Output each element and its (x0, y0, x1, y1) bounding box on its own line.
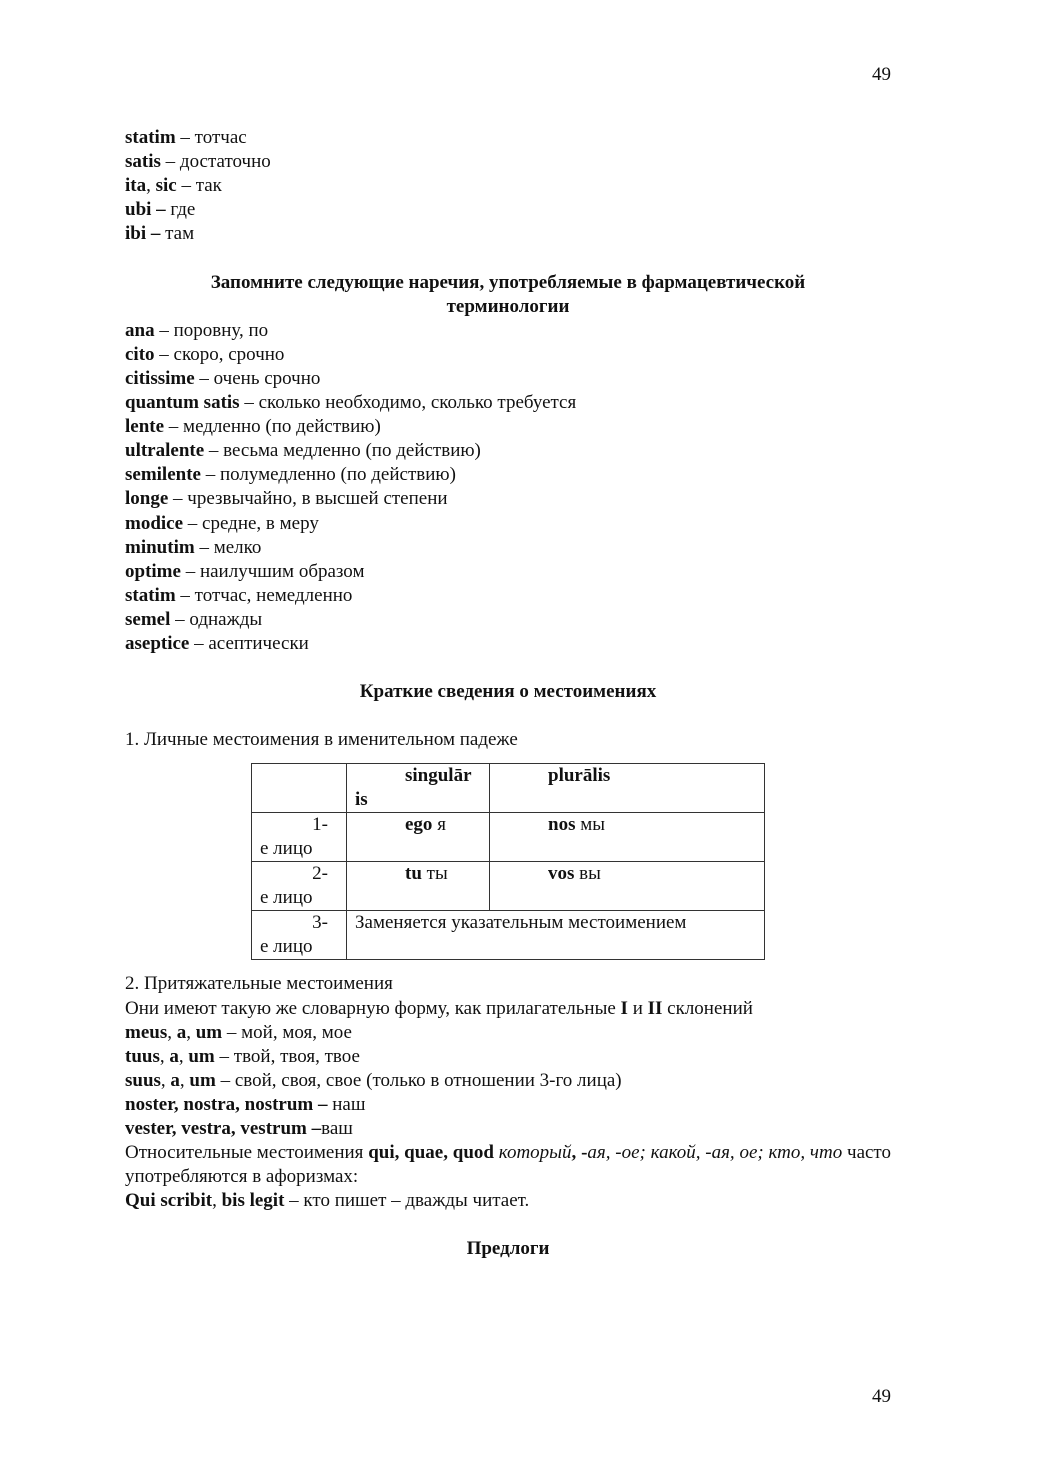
latin-term: semilente (125, 464, 201, 486)
list-item (125, 584, 891, 608)
list-item (125, 319, 891, 343)
latin-ending: a (169, 1045, 179, 1067)
latin-term: modice (125, 512, 184, 534)
note-text: Они имеют такую же словарную форму, как прилагательные (125, 997, 621, 1019)
list-item (125, 608, 891, 632)
latin-term: noster, nostra, nostrum – (125, 1093, 328, 1115)
italic-translation: который (493, 1142, 572, 1164)
pharm-adverb-list (125, 319, 891, 656)
latin-term: ana (125, 319, 155, 341)
list-item (125, 512, 891, 536)
table-row (252, 862, 765, 911)
translation: ты (421, 863, 448, 885)
latin-term: semel (125, 608, 171, 630)
latin-term: longe (125, 488, 169, 510)
dash: – (239, 392, 259, 414)
person-cell (252, 813, 347, 862)
page-number-bottom: 49 (872, 1386, 891, 1407)
latin-term: cito (125, 343, 155, 365)
latin-term: ubi – (125, 199, 166, 221)
list-item (125, 560, 891, 584)
plural-cell (490, 813, 765, 862)
list-item (125, 343, 891, 367)
translation: там (165, 223, 195, 245)
latin-term: tuus (125, 1045, 160, 1067)
dash: – (189, 632, 209, 654)
translation: мелко (213, 536, 262, 558)
translation: средне, в меру (202, 512, 319, 534)
latin-term: sic (155, 175, 177, 197)
latin-term: statim (125, 127, 176, 148)
dash: – (154, 319, 174, 341)
translation: наилучшим образом (199, 560, 365, 582)
latin-term: bis legit (221, 1190, 285, 1212)
declension-2: II (647, 997, 663, 1019)
person-label: е лицо (260, 838, 313, 860)
translation: полумедленно (по действию) (219, 464, 456, 486)
dash: – (170, 608, 190, 630)
table-header-plural (490, 764, 765, 813)
latin-term: nos (548, 814, 576, 836)
pronoun-heading: Краткие сведения о местоимениях (359, 681, 657, 703)
italic-translation: ая, -ое; какой, -ая, ое; кто, что (587, 1142, 843, 1164)
list-item (125, 222, 891, 246)
latin-term: meus (125, 1021, 168, 1043)
list-item (125, 198, 891, 222)
dash: – (194, 367, 214, 389)
dash: – (176, 175, 196, 197)
latin-term: Qui scribit (125, 1190, 213, 1212)
dash: – (194, 536, 214, 558)
aphorism-example (125, 1189, 891, 1213)
table-header-row (252, 764, 765, 813)
possessive-note (125, 997, 891, 1021)
translation: – свой, своя, свое (только в отношении 3-го лица) (215, 1069, 622, 1091)
bold-dash: , - (571, 1142, 588, 1164)
person-cell (252, 911, 347, 960)
third-person-note-cell (347, 911, 765, 960)
translation: медленно (по действию) (183, 416, 381, 438)
header-text: plurālis (548, 765, 611, 787)
latin-ending: um (189, 1069, 216, 1091)
dash: – (180, 560, 200, 582)
person-label: е лицо (260, 887, 313, 909)
third-person-note: Заменяется указательным местоимением (355, 912, 687, 934)
translation: так (195, 175, 222, 197)
list-item: tuus, a, um – твой, твоя, твое (125, 1045, 360, 1067)
list-item (125, 150, 891, 174)
comma: , (212, 1190, 222, 1212)
list-item (125, 415, 891, 439)
latin-term: statim (125, 584, 176, 606)
latin-term: ego (405, 814, 433, 836)
latin-term: vester, vestra, vestrum – (125, 1118, 322, 1139)
translation: ваш (321, 1118, 353, 1139)
singular-cell (347, 862, 490, 911)
latin-term: ibi – (125, 223, 161, 245)
note-text: и (627, 997, 648, 1019)
list-item (125, 487, 891, 511)
heading-line: терминологии (446, 295, 570, 317)
latin-term: aseptice (125, 632, 190, 654)
latin-term: quantum satis (125, 392, 240, 414)
dash: – (154, 343, 174, 365)
person-number: 3- (312, 912, 328, 934)
plural-cell (490, 862, 765, 911)
table-row (252, 813, 765, 862)
dash: – (175, 127, 195, 148)
adverb-list-intro (125, 126, 891, 246)
list-item (125, 126, 891, 150)
person-number: 1- (312, 814, 328, 836)
latin-term: ita (125, 175, 147, 197)
comma: , (146, 175, 156, 197)
relative-pronouns-paragraph (125, 1141, 891, 1189)
list-item: suus, a, um – свой, своя, свое (только в отношении 3-го лица) (125, 1069, 622, 1091)
list-item (125, 536, 891, 560)
dash: – (204, 440, 224, 462)
latin-term: vos (548, 863, 575, 885)
latin-ending: um (188, 1045, 215, 1067)
list-item (125, 439, 891, 463)
translation: вы (574, 863, 601, 885)
person-label: е лицо (260, 936, 313, 958)
list-item (125, 1093, 891, 1117)
translation: – твой, твоя, твое (214, 1045, 360, 1067)
note-text: склонений (662, 997, 753, 1019)
translation: – кто пишет – дважды читает. (284, 1190, 530, 1212)
translation: весьма медленно (по действию) (223, 440, 481, 462)
list-item (125, 174, 891, 198)
latin-term: citissime (125, 367, 195, 389)
personal-pronouns-title: 1. Личные местоимения в именительном падеже (125, 729, 518, 751)
singular-cell (347, 813, 490, 862)
prepositions-heading: Предлоги (466, 1238, 550, 1260)
latin-term: lente (125, 416, 165, 438)
dash: – (168, 488, 188, 510)
translation: где (170, 199, 196, 221)
person-number: 2- (312, 863, 328, 885)
translation: достаточно (179, 151, 271, 173)
list-item: meus, a, um – мой, моя, мое (125, 1021, 352, 1043)
list-item (125, 1117, 891, 1141)
dash: – (164, 416, 184, 438)
paragraph-text: часто употребляются в афоризмах: (125, 1142, 891, 1188)
translation: очень срочно (213, 367, 321, 389)
page-number-top: 49 (872, 64, 891, 85)
latin-ending: a (170, 1069, 180, 1091)
latin-term: satis (125, 151, 161, 173)
list-item (125, 463, 891, 487)
translation: асептически (208, 632, 309, 654)
declension-1: I (620, 997, 628, 1019)
translation: наш (327, 1093, 366, 1115)
page-content (125, 126, 891, 1262)
translation: поровну, по (173, 319, 269, 341)
table-header-singular (347, 764, 490, 813)
paragraph-text: Относительные местоимения (125, 1142, 369, 1164)
translation: – мой, моя, мое (222, 1021, 352, 1043)
dash: – (183, 512, 203, 534)
list-item (125, 632, 891, 656)
personal-pronoun-table (251, 763, 765, 960)
dash: – (200, 464, 220, 486)
latin-term: suus (125, 1069, 161, 1091)
translation: чрезвычайно, в высшей степени (187, 488, 448, 510)
translation: я (432, 814, 446, 836)
translation: сколько необходимо, сколько требуется (258, 392, 577, 414)
dash: – (175, 584, 195, 606)
translation: тотчас, немедленно (194, 584, 353, 606)
translation: скоро, срочно (173, 343, 285, 365)
dash: – (160, 151, 180, 173)
table-cell-empty (252, 764, 347, 813)
header-text: singulār (405, 765, 472, 787)
latin-term: ultralente (125, 440, 205, 462)
latin-term: tu (405, 863, 422, 885)
table-row (252, 911, 765, 960)
latin-term: optime (125, 560, 181, 582)
latin-term: qui, quae, quod (368, 1142, 494, 1164)
latin-ending: a (176, 1021, 187, 1043)
latin-ending: um (195, 1021, 223, 1043)
heading-line: Запомните следующие наречия, употребляемые в фармацевтической (210, 271, 806, 293)
translation: однажды (189, 608, 263, 630)
latin-term: minutim (125, 536, 195, 558)
header-text: is (355, 789, 368, 811)
translation: мы (575, 814, 606, 836)
person-cell (252, 862, 347, 911)
list-item (125, 391, 891, 415)
pharm-adverbs-heading (125, 271, 891, 319)
list-item (125, 367, 891, 391)
possessive-pronouns-title: 2. Притяжательные местоимения (125, 973, 393, 995)
translation: тотчас (194, 127, 247, 148)
